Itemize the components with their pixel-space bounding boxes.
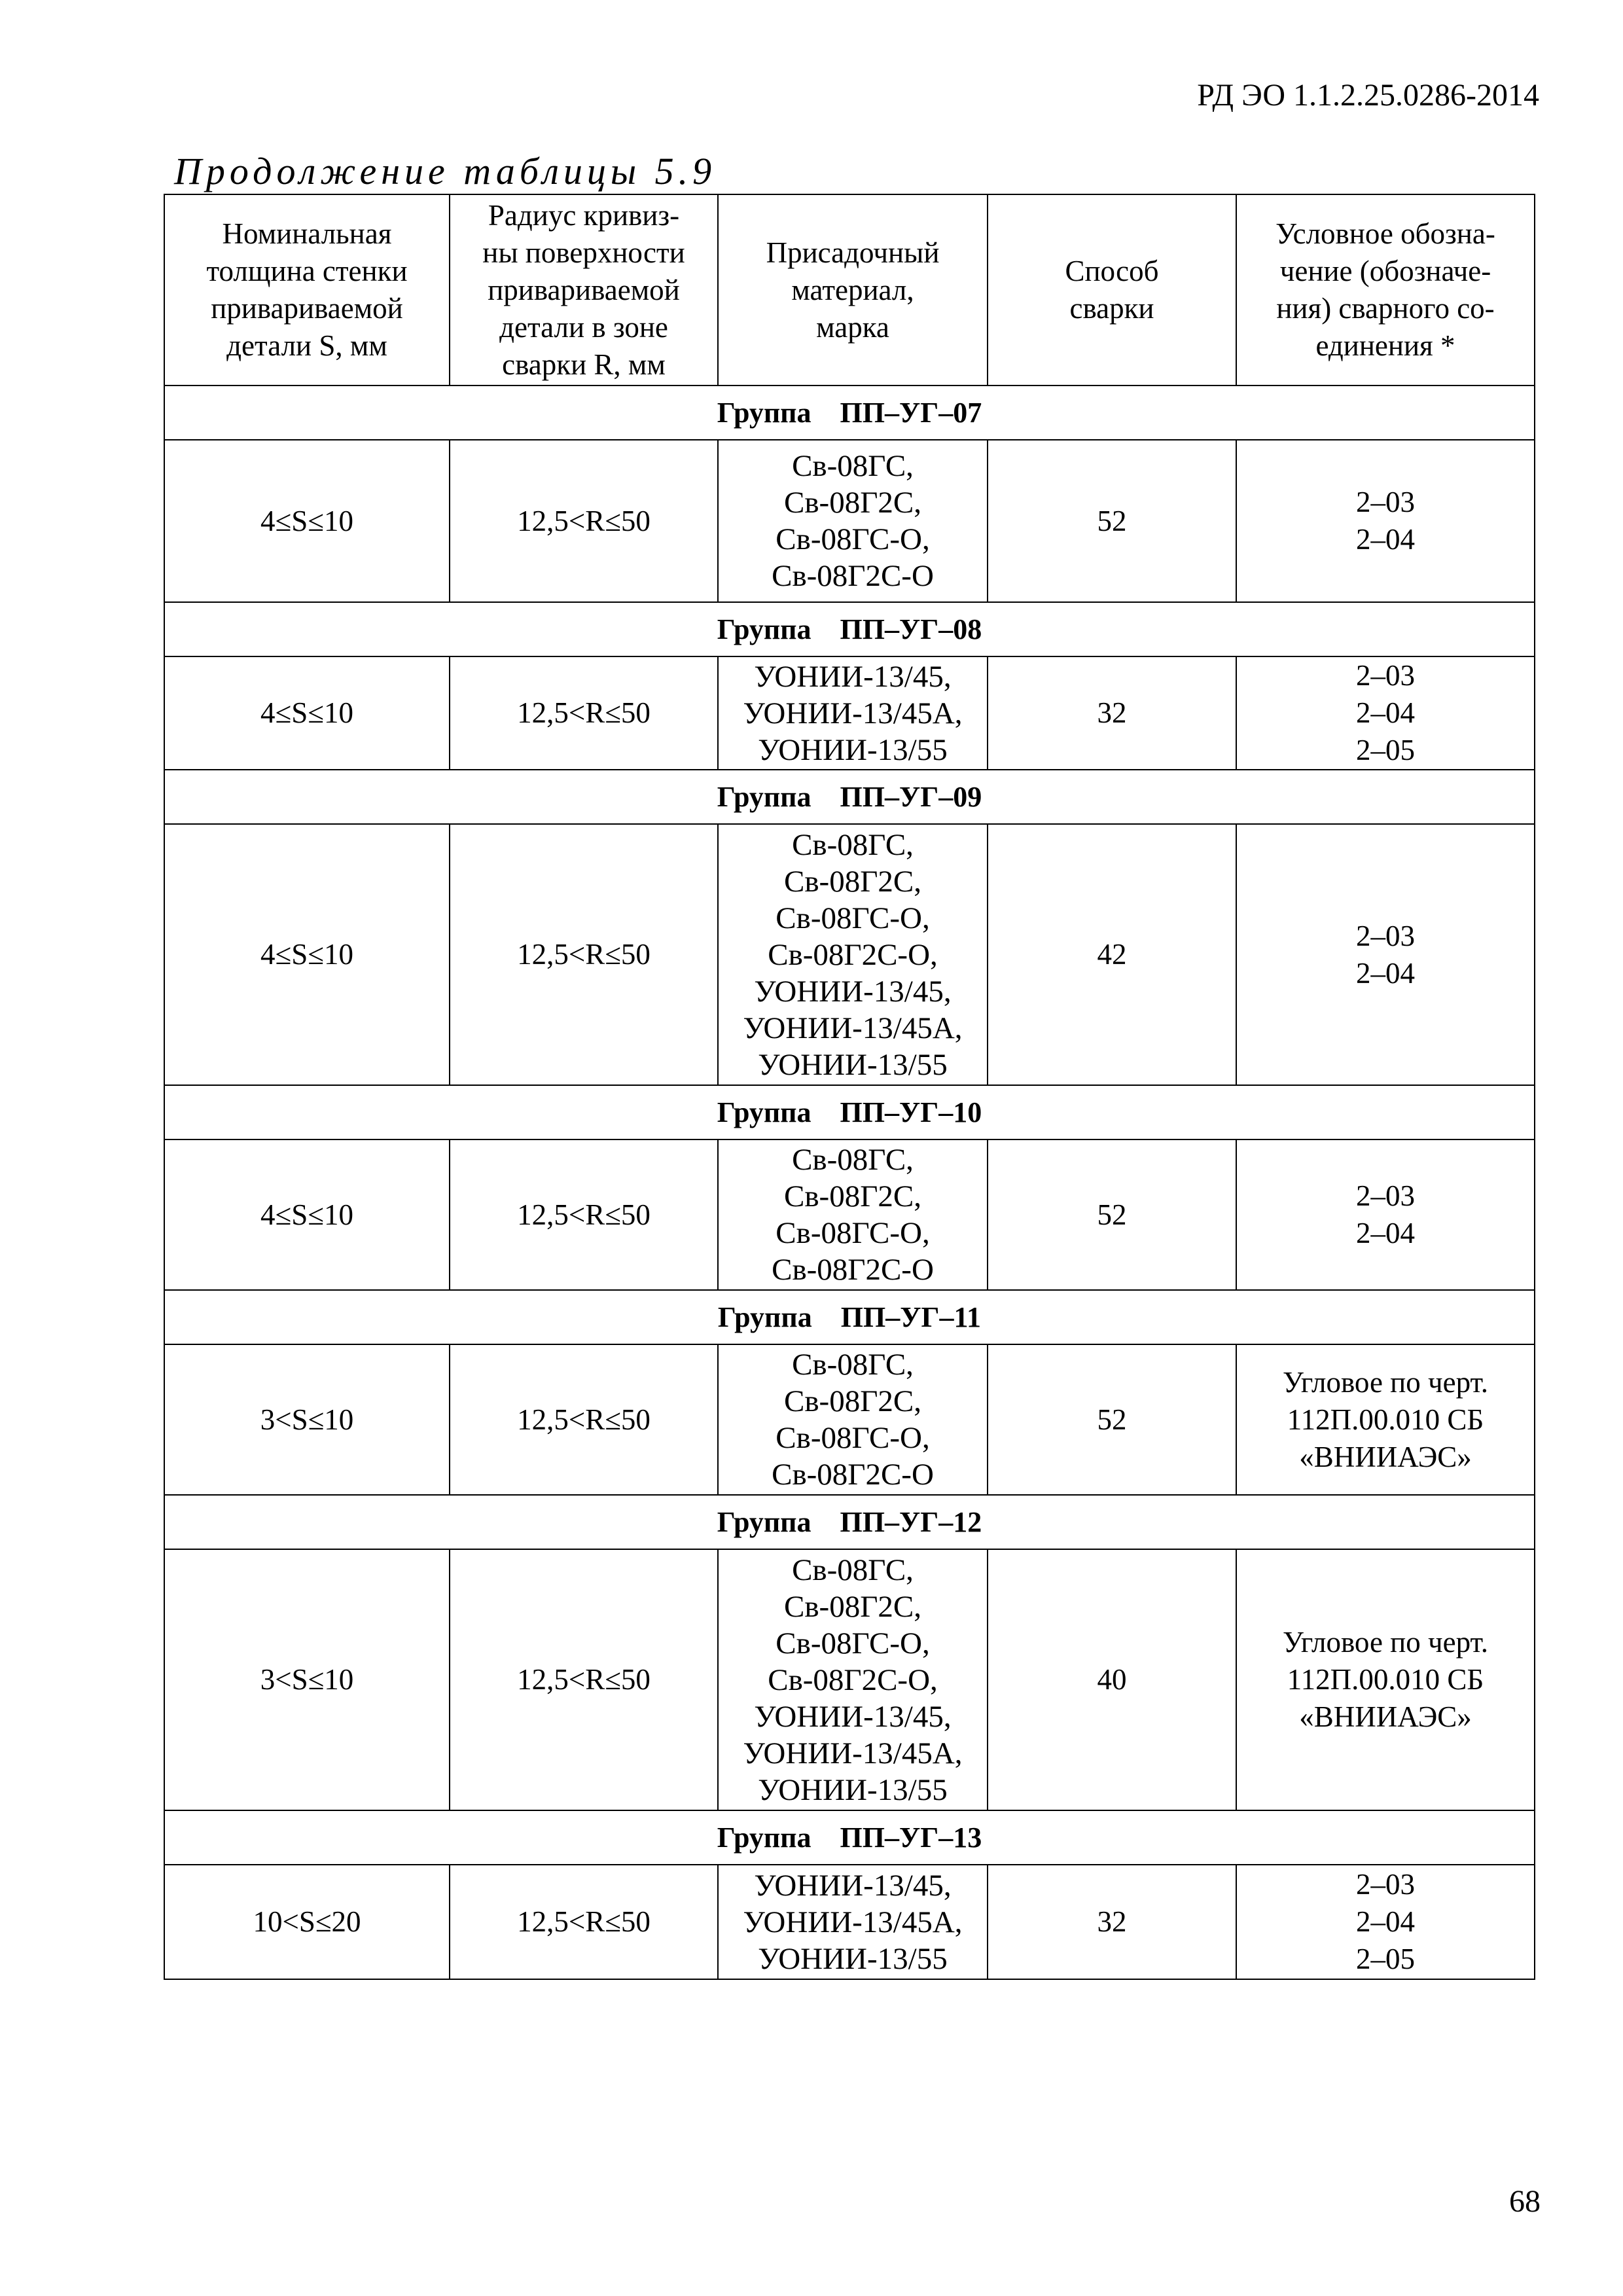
method-cell: 40 bbox=[988, 1549, 1236, 1810]
group-code: ПП–УГ–13 bbox=[840, 1821, 982, 1854]
designation-line: Угловое по черт. bbox=[1282, 1626, 1489, 1659]
welding-table bbox=[164, 194, 1535, 1980]
material-line: Св-08Г2С-О bbox=[772, 1253, 934, 1287]
header-designation bbox=[1236, 194, 1535, 386]
radius-cell: 12,5<R≤50 bbox=[450, 1865, 718, 1979]
header-line: Способ bbox=[1065, 255, 1159, 287]
designation-line: 2–03 bbox=[1356, 1868, 1415, 1901]
table-header-row bbox=[164, 194, 1535, 386]
designation-line: 2–03 bbox=[1356, 659, 1415, 692]
radius-cell: 12,5<R≤50 bbox=[450, 1344, 718, 1495]
group-label: Группа bbox=[717, 613, 812, 645]
material-line: Св-08Г2С, bbox=[784, 864, 921, 899]
material-line: Св-08ГС-О, bbox=[776, 901, 930, 935]
group-title bbox=[164, 1495, 1535, 1549]
material-line: Св-08Г2С, bbox=[784, 1384, 921, 1418]
header-line: привариваемой bbox=[211, 292, 403, 325]
material-line: Св-08ГС-О, bbox=[776, 1626, 930, 1660]
header-line: Присадочный bbox=[766, 236, 940, 269]
material-line: Св-08Г2С-О bbox=[772, 1458, 934, 1492]
material-cell bbox=[718, 1344, 988, 1495]
group-code: ПП–УГ–11 bbox=[840, 1301, 982, 1333]
page-number: 68 bbox=[1509, 2184, 1541, 2219]
material-line: Св-08ГС-О, bbox=[776, 522, 930, 556]
header-line: Номинальная bbox=[222, 217, 392, 250]
header-thickness bbox=[164, 194, 450, 386]
material-line: УОНИИ-13/45, bbox=[754, 1699, 952, 1734]
header-line: привариваемой bbox=[488, 273, 680, 306]
table-body bbox=[164, 386, 1535, 1979]
header-radius bbox=[450, 194, 718, 386]
method-cell: 52 bbox=[988, 1139, 1236, 1290]
header-line: Радиус кривиз- bbox=[488, 198, 680, 232]
material-line: УОНИИ-13/45, bbox=[754, 974, 952, 1009]
header-line: ны поверхности bbox=[482, 236, 685, 269]
header-line: ния) сварного со- bbox=[1276, 292, 1495, 325]
group-label: Группа bbox=[717, 1301, 812, 1333]
header-line: единения * bbox=[1315, 329, 1455, 362]
designation-line: 2–04 bbox=[1356, 1905, 1415, 1938]
table-row bbox=[164, 1865, 1535, 1979]
method-cell: 32 bbox=[988, 656, 1236, 770]
designation-line: 112П.00.010 СБ bbox=[1287, 1403, 1484, 1436]
radius-cell: 12,5<R≤50 bbox=[450, 1549, 718, 1810]
material-line: Св-08Г2С, bbox=[784, 1589, 921, 1624]
designation-line: 2–03 bbox=[1356, 919, 1415, 952]
material-line: УОНИИ-13/45А, bbox=[743, 1905, 963, 1939]
group-code: ПП–УГ–10 bbox=[840, 1096, 982, 1128]
group-label: Группа bbox=[717, 397, 812, 429]
material-line: УОНИИ-13/55 bbox=[758, 1941, 948, 1976]
group-code: ПП–УГ–07 bbox=[840, 397, 982, 429]
thickness-cell: 4≤S≤10 bbox=[164, 440, 450, 602]
group-code: ПП–УГ–09 bbox=[840, 781, 982, 813]
group-header-row bbox=[164, 386, 1535, 440]
thickness-cell: 10<S≤20 bbox=[164, 1865, 450, 1979]
material-line: УОНИИ-13/55 bbox=[758, 1047, 948, 1082]
material-cell bbox=[718, 1139, 988, 1290]
material-line: Св-08ГС, bbox=[792, 1552, 914, 1587]
group-header-row bbox=[164, 1085, 1535, 1139]
material-line: Св-08ГС-О, bbox=[776, 1421, 930, 1455]
material-line: Св-08Г2С, bbox=[784, 1179, 921, 1213]
group-header-row bbox=[164, 770, 1535, 824]
material-line: Св-08ГС-О, bbox=[776, 1216, 930, 1250]
group-code: ПП–УГ–08 bbox=[840, 613, 982, 645]
group-title bbox=[164, 1810, 1535, 1865]
header-line: марка bbox=[816, 310, 889, 344]
material-cell bbox=[718, 1865, 988, 1979]
header-material bbox=[718, 194, 988, 386]
table-caption: Продолжение таблицы 5.9 bbox=[174, 150, 717, 192]
designation-cell bbox=[1236, 1344, 1535, 1495]
header-line: материал, bbox=[791, 273, 914, 306]
material-cell bbox=[718, 656, 988, 770]
designation-cell bbox=[1236, 824, 1535, 1085]
thickness-cell: 3<S≤10 bbox=[164, 1549, 450, 1810]
group-label: Группа bbox=[717, 1821, 812, 1854]
material-cell bbox=[718, 1549, 988, 1810]
radius-cell: 12,5<R≤50 bbox=[450, 1139, 718, 1290]
thickness-cell: 4≤S≤10 bbox=[164, 1139, 450, 1290]
designation-line: «ВНИИАЭС» bbox=[1299, 1700, 1472, 1733]
designation-line: «ВНИИАЭС» bbox=[1299, 1440, 1472, 1473]
method-cell: 52 bbox=[988, 440, 1236, 602]
method-cell: 32 bbox=[988, 1865, 1236, 1979]
method-cell: 42 bbox=[988, 824, 1236, 1085]
header-line: сварки bbox=[1069, 292, 1154, 325]
designation-line: 2–05 bbox=[1356, 734, 1415, 766]
group-label: Группа bbox=[717, 781, 812, 813]
radius-cell: 12,5<R≤50 bbox=[450, 824, 718, 1085]
table-row bbox=[164, 1139, 1535, 1290]
table-row bbox=[164, 656, 1535, 770]
material-line: Св-08ГС, bbox=[792, 827, 914, 862]
group-title bbox=[164, 386, 1535, 440]
group-label: Группа bbox=[717, 1096, 812, 1128]
group-header-row bbox=[164, 1290, 1535, 1344]
designation-cell bbox=[1236, 440, 1535, 602]
group-header-row bbox=[164, 1495, 1535, 1549]
header-line: детали S, мм bbox=[226, 329, 387, 362]
thickness-cell: 4≤S≤10 bbox=[164, 824, 450, 1085]
material-line: УОНИИ-13/45А, bbox=[743, 696, 963, 730]
material-line: УОНИИ-13/55 bbox=[758, 1772, 948, 1807]
material-line: Св-08ГС, bbox=[792, 1143, 914, 1177]
designation-line: 2–04 bbox=[1356, 1217, 1415, 1249]
group-title bbox=[164, 1085, 1535, 1139]
designation-line: 112П.00.010 СБ bbox=[1287, 1663, 1484, 1696]
designation-line: 2–04 bbox=[1356, 696, 1415, 729]
document-code: РД ЭО 1.1.2.25.0286-2014 bbox=[1197, 78, 1539, 113]
material-line: УОНИИ-13/45, bbox=[754, 1868, 952, 1903]
designation-cell bbox=[1236, 656, 1535, 770]
material-line: УОНИИ-13/45А, bbox=[743, 1736, 963, 1770]
header-line: сварки R, мм bbox=[502, 348, 666, 381]
material-line: УОНИИ-13/55 bbox=[758, 732, 948, 767]
table-row bbox=[164, 440, 1535, 602]
designation-line: 2–04 bbox=[1356, 956, 1415, 990]
header-method bbox=[988, 194, 1236, 386]
table-row bbox=[164, 824, 1535, 1085]
group-header-row bbox=[164, 1810, 1535, 1865]
material-line: Св-08Г2С, bbox=[784, 486, 921, 520]
table-row bbox=[164, 1344, 1535, 1495]
header-line: чение (обозначе- bbox=[1279, 255, 1491, 287]
header-line: детали в зоне bbox=[499, 310, 668, 344]
table-row bbox=[164, 1549, 1535, 1810]
radius-cell: 12,5<R≤50 bbox=[450, 440, 718, 602]
material-cell bbox=[718, 824, 988, 1085]
group-title bbox=[164, 602, 1535, 656]
designation-line: 2–05 bbox=[1356, 1943, 1415, 1975]
group-label: Группа bbox=[717, 1506, 812, 1538]
method-cell: 52 bbox=[988, 1344, 1236, 1495]
material-line: УОНИИ-13/45А, bbox=[743, 1011, 963, 1045]
material-line: Св-08ГС, bbox=[792, 449, 914, 483]
radius-cell: 12,5<R≤50 bbox=[450, 656, 718, 770]
designation-cell bbox=[1236, 1549, 1535, 1810]
designation-line: 2–03 bbox=[1356, 1179, 1415, 1212]
material-line: Св-08ГС, bbox=[792, 1348, 914, 1382]
group-title bbox=[164, 1290, 1535, 1344]
material-line: УОНИИ-13/45, bbox=[754, 659, 952, 694]
designation-line: 2–04 bbox=[1356, 523, 1415, 556]
group-header-row bbox=[164, 602, 1535, 656]
designation-cell bbox=[1236, 1865, 1535, 1979]
material-line: Св-08Г2С-О, bbox=[768, 1662, 938, 1697]
header-line: толщина стенки bbox=[206, 255, 408, 287]
material-cell bbox=[718, 440, 988, 602]
designation-line: Угловое по черт. bbox=[1282, 1365, 1489, 1399]
designation-line: 2–03 bbox=[1356, 486, 1415, 518]
group-title bbox=[164, 770, 1535, 824]
designation-cell bbox=[1236, 1139, 1535, 1290]
header-line: Условное обозна- bbox=[1275, 217, 1495, 250]
material-line: Св-08Г2С-О, bbox=[768, 937, 938, 972]
thickness-cell: 4≤S≤10 bbox=[164, 656, 450, 770]
thickness-cell: 3<S≤10 bbox=[164, 1344, 450, 1495]
group-code: ПП–УГ–12 bbox=[840, 1506, 982, 1538]
material-line: Св-08Г2С-О bbox=[772, 559, 934, 593]
